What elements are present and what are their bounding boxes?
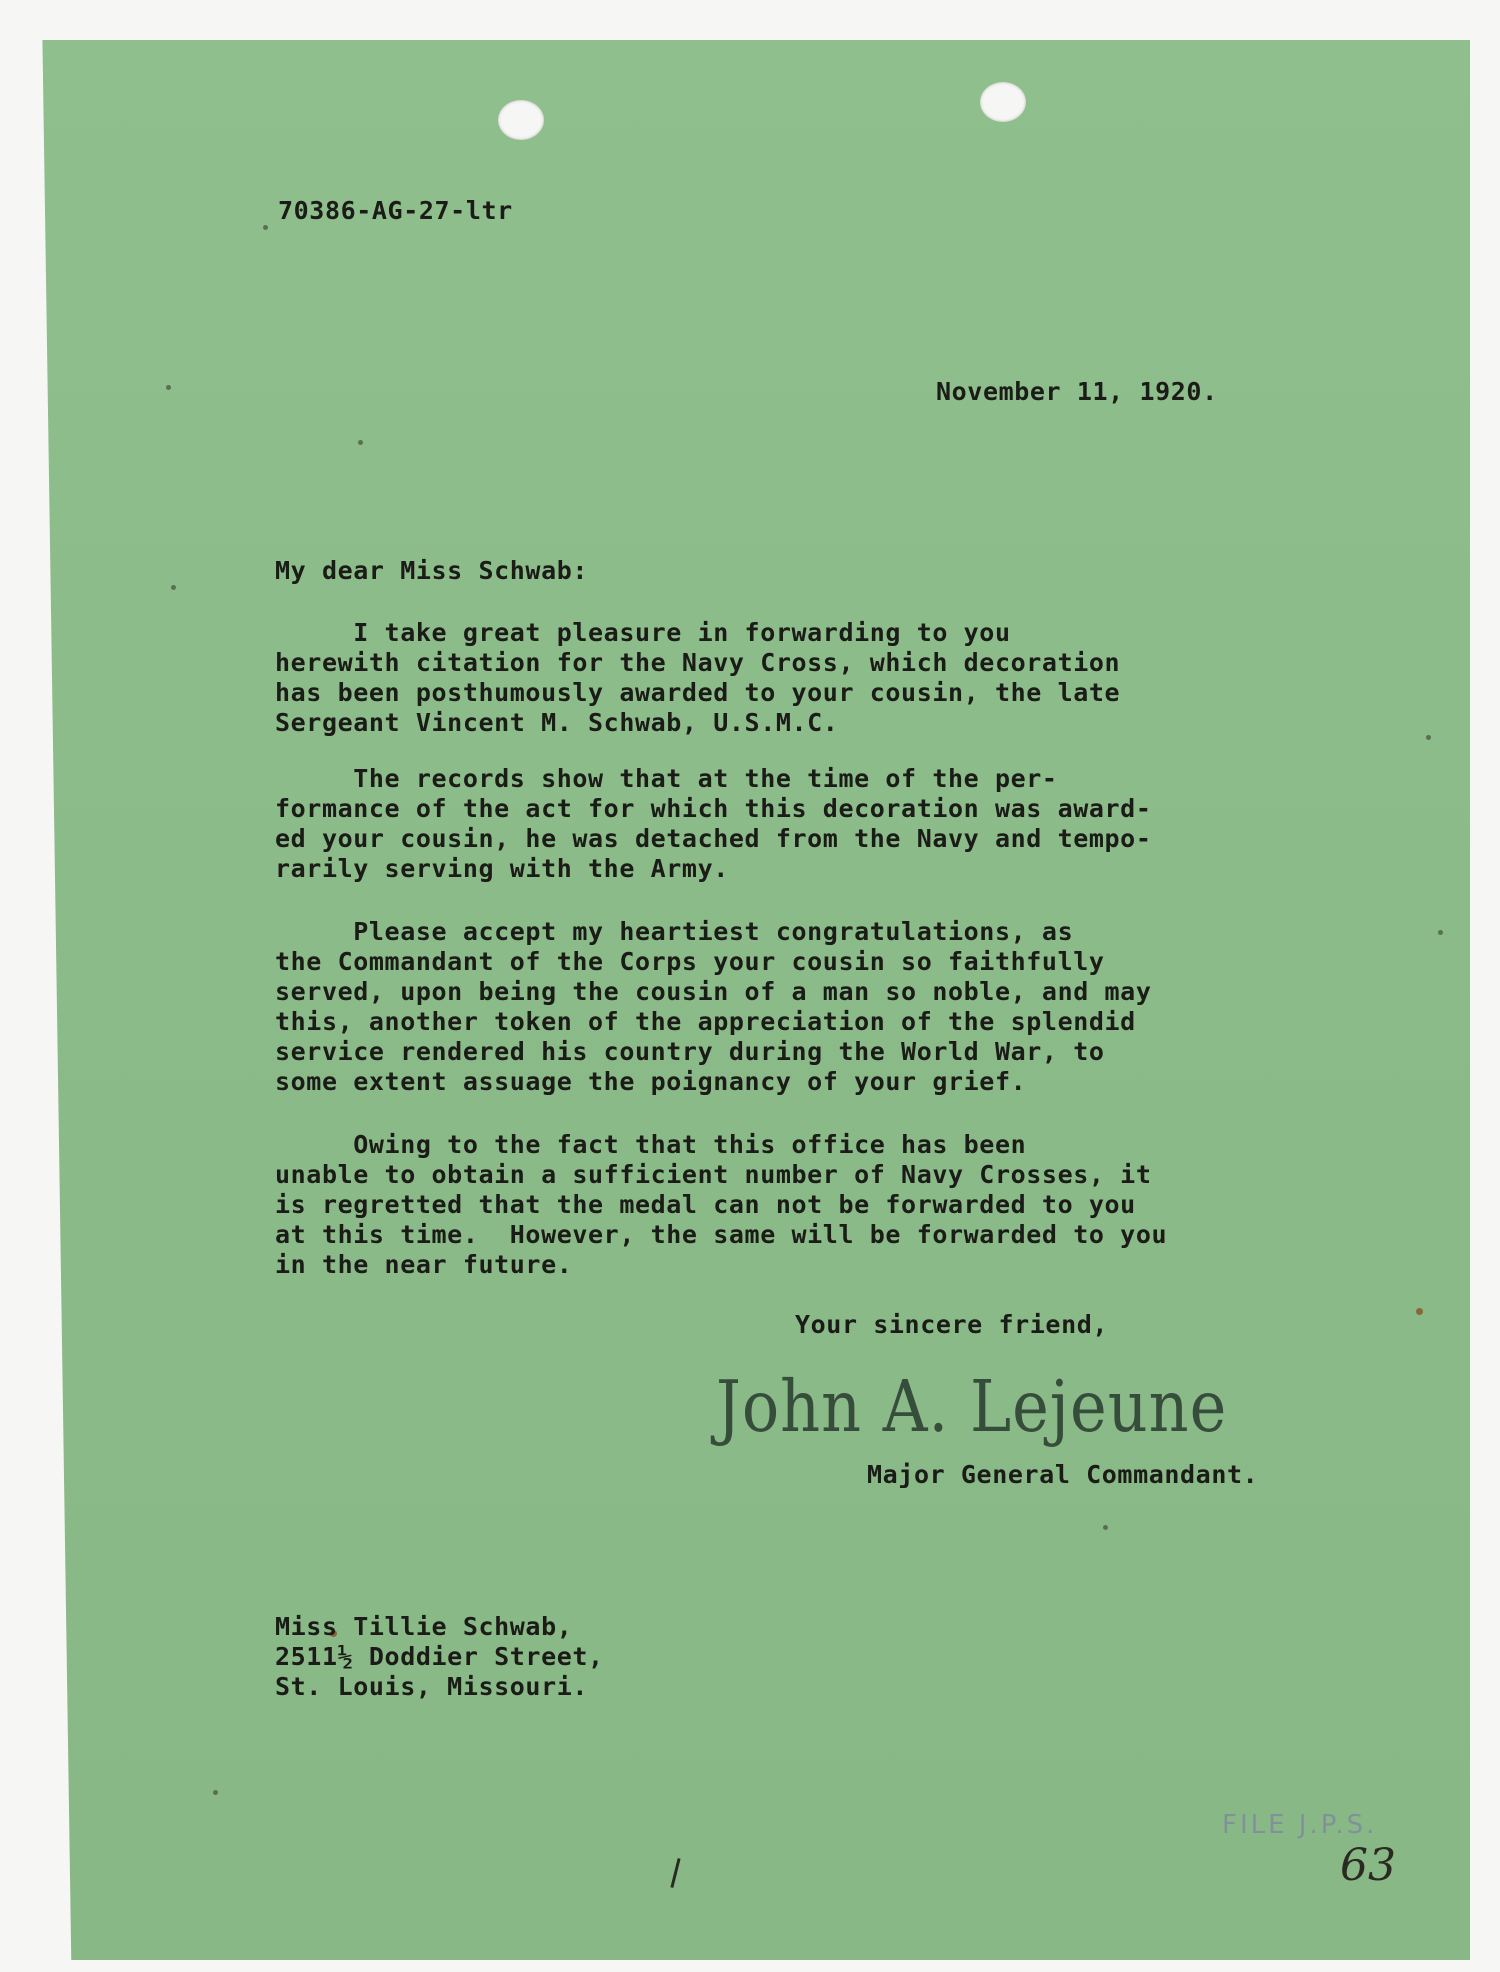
speck (1103, 1525, 1108, 1530)
text-line: unable to obtain a sufficient number of Navy Crosses, it (275, 1160, 1152, 1189)
text-line: the Commandant of the Corps your cousin so faithfully (275, 947, 1105, 976)
closing: Your sincere friend, (795, 1310, 1109, 1339)
text-line: served, upon being the cousin of a man so noble, and may (275, 977, 1152, 1006)
letter-date: November 11, 1920. (936, 377, 1218, 406)
text-line: formance of the act for which this decoration was award- (275, 794, 1152, 823)
file-reference: 70386-AG-27-ltr (278, 196, 513, 225)
text-line: at this time. However, the same will be forwarded to you (275, 1220, 1168, 1249)
recipient-name: Miss Tillie Schwab, (275, 1612, 573, 1641)
text-line: in the near future. (275, 1250, 573, 1279)
file-stamp: FILE J.P.S. (1222, 1810, 1378, 1840)
text-line: is regretted that the medal can not be forwarded to you (275, 1190, 1136, 1219)
text-line: The records show that at the time of the per- (275, 764, 1058, 793)
signature-stamp: John A. Lejeune (716, 1364, 1228, 1449)
recipient-street: 2511½ Doddier Street, (275, 1642, 604, 1671)
speck (263, 225, 268, 230)
speck (358, 440, 363, 445)
text-line: rarily serving with the Army. (275, 854, 729, 883)
recipient-city: St. Louis, Missouri. (275, 1672, 589, 1701)
punch-hole-right (980, 82, 1026, 122)
punch-hole-left (498, 100, 544, 140)
text-line: service rendered his country during the World War, to (275, 1037, 1105, 1066)
text-line: herewith citation for the Navy Cross, which decoration (275, 648, 1121, 677)
text-line: Please accept my heartiest congratulations, as (275, 917, 1074, 946)
body-paragraph-3 (275, 917, 1151, 1097)
text-line: ed your cousin, he was detached from the Navy and tempo- (275, 824, 1152, 853)
signer-title: Major General Commandant. (867, 1460, 1259, 1489)
text-line: this, another token of the appreciation of the splendid (275, 1007, 1136, 1036)
text-line: Sergeant Vincent M. Schwab, U.S.M.C. (275, 708, 839, 737)
body-paragraph-1 (275, 618, 1120, 738)
text-line: has been posthumously awarded to your cousin, the late (275, 678, 1121, 707)
salutation: My dear Miss Schwab: (275, 556, 589, 585)
text-line: I take great pleasure in forwarding to you (275, 618, 1011, 647)
speck (166, 385, 171, 390)
text-line: some extent assuage the poignancy of your grief. (275, 1067, 1027, 1096)
body-paragraph-2 (275, 764, 1151, 884)
rust-spot (1416, 1308, 1423, 1315)
body-paragraph-4 (275, 1130, 1167, 1280)
speck (171, 585, 176, 590)
speck (1426, 735, 1431, 740)
speck (213, 1790, 218, 1795)
page-number: 63 (1340, 1840, 1396, 1891)
speck (1438, 930, 1443, 935)
text-line: Owing to the fact that this office has been (275, 1130, 1027, 1159)
